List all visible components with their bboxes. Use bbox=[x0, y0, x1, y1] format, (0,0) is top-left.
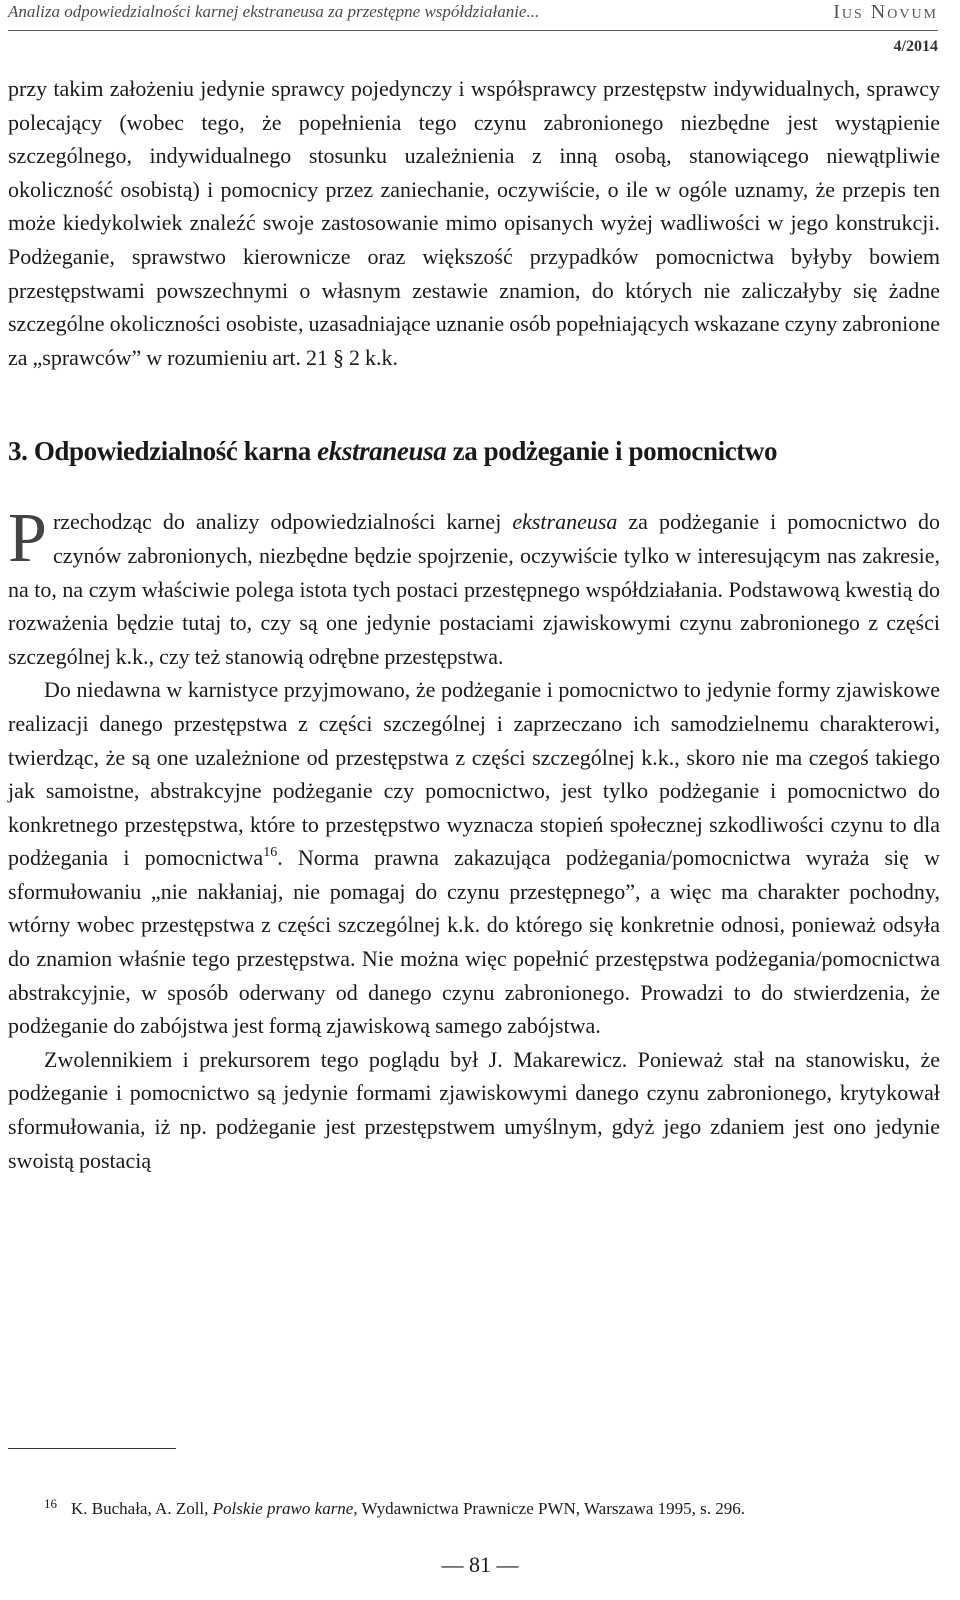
footnote-divider bbox=[8, 1448, 176, 1449]
paragraph-2-emphasis: ekstraneusa bbox=[512, 509, 618, 535]
section-title-emphasis: ekstraneusa bbox=[317, 436, 447, 467]
paragraph-3 bbox=[8, 673, 940, 1043]
paragraph-1: przy takim założeniu jedynie sprawcy pojedynczy i współsprawcy przestępstw indywidualnych, sprawcy polecający (wobec tego, że popełnienia tego czynu zabronionego niezbędne jest wystąpienie szczególnego, indywidualnego stosunku uzależnienia z inną osobą, stanowiącego niewątpliwie okoliczność osobistą) i pomocnicy przez zaniechanie, oczywiście, o ile w ogóle uznamy, że przepis ten może kiedykolwiek znaleźć swoje zastosowanie mimo opisanych wyżej wadliwości w jego konstrukcji. Podżeganie, sprawstwo kierownicze oraz większość przypadków pomocnictwa byłyby bowiem przestępstwami powszechnymi o własnym zestawie znamion, do których nie zaliczałyby się żadne szczególne okoliczności osobiste, uzasadniające uznanie osób popełniających wskazane czyny zabronione za „sprawców” w rozumieniu art. 21 § 2 k.k. bbox=[8, 76, 940, 370]
footnote-number: 16 bbox=[44, 1496, 57, 1511]
section-title-part-1: Odpowiedzialność karna bbox=[33, 436, 318, 467]
main-text bbox=[8, 72, 940, 1177]
paragraph-2-text-a: rzechodząc do analizy odpowiedzialności karnej bbox=[52, 509, 513, 535]
issue-number: 4/2014 bbox=[893, 38, 938, 55]
paragraph-4: Zwolennikiem i prekursorem tego poglądu był J. Makarewicz. Ponieważ stał na stanowisku, że podżeganie i pomocnictwo są jedynie formami zjawiskowymi danego czynu zabronionego, krytykował sformułowania, iż np. podżeganie jest przestępstwem umyślnym, gdyż jego zdaniem jest ono jedynie swoistą postacią bbox=[8, 1046, 940, 1173]
running-title: Analiza odpowiedzialności karnej ekstraneusa za przestępne współdziałanie... bbox=[8, 2, 540, 21]
footnote bbox=[8, 1496, 940, 1519]
journal-name: Ius Novum bbox=[833, 1, 938, 23]
page-header bbox=[8, 0, 938, 31]
footnote-title: Polskie prawo karne bbox=[212, 1499, 354, 1518]
section-title-part-2: za podżeganie i pomocnictwo bbox=[446, 436, 778, 467]
paragraph-3-text-b: . Norma prawna zakazująca podżegania/pomocnictwa wyraża się w sformułowaniu „nie nakłaniaj, nie pomagaj do czynu przestępnego”, a więc ma charakter pochodny, wtórny wobec przestępstwa z części szczególnej k.k. do którego się konkretnie odnosi, ponieważ odsyła do znamion właśnie tego przestępstwa. Nie można więc popełnić przestępstwa podżegania/pomocnictwa abstrakcyjnie, w sposób oderwany od danego czynu zabronionego. Prowadzi to do stwierdzenia, że podżeganie do zabójstwa jest formą zjawiskową samego zabójstwa. bbox=[8, 845, 940, 1039]
page-number: — 81 — bbox=[441, 1552, 519, 1577]
section-number: 3. bbox=[8, 436, 28, 467]
footnote-reference[interactable]: 16 bbox=[263, 845, 278, 861]
paragraph-3-text-a: Do niedawna w karnistyce przyjmowano, że podżeganie i pomocnictwo to jedynie formy zjawiskowe realizacji danego przestępstwa z części szczególnej i zaprzeczano ich samodzielnemu charakterowi, twierdząc, że są one uzależnione od przestępstwa z części szczególnej k.k., skoro nie ma czegoś takiego jak samoistne, abstrakcyjne podżeganie czy pomocnictwo, jest tylko podżeganie i pomocnictwo do konkretnego przestępstwa, które to przestępstwo wyznacza stopień społecznej szkodliwości czynu to dla podżegania i pomocnictwa bbox=[8, 677, 940, 871]
paragraph-2 bbox=[8, 500, 940, 673]
paragraph-2-text-b: za podżeganie i pomocnictwo do czynów zabronionych, niezbędne będzie spojrzenie, oczywiście tylko w interesującym nas zakresie, na to, na czym właściwie polega istota tych postaci przestępnego współdziałania. Podstawową kwestią do rozważenia będzie tutaj to, czy są one jedynie postaciami zjawiskowymi czynu zabronionego z części szczególnej k.k., czy też stanowią odrębne przestępstwa. bbox=[8, 509, 940, 669]
footnote-text-b: , Wydawnictwa Prawnicze PWN, Warszawa 1995, s. 296. bbox=[353, 1499, 746, 1518]
section-heading bbox=[8, 436, 940, 467]
drop-cap: P bbox=[8, 500, 47, 578]
footnote-text-a: K. Buchała, A. Zoll, bbox=[71, 1499, 213, 1518]
